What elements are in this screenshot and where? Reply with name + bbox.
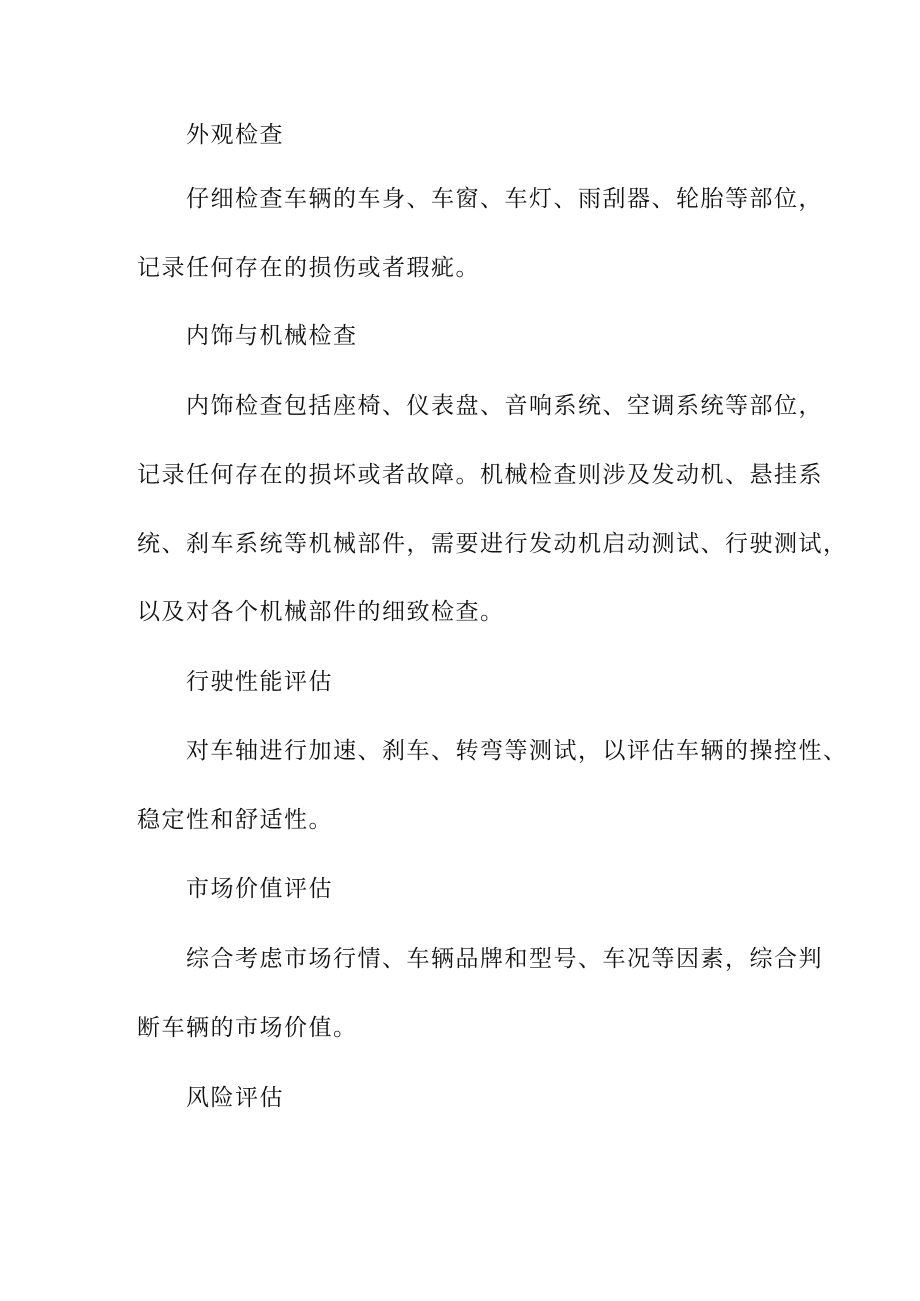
section-heading-market-value: 市场价值评估 — [186, 876, 333, 902]
paragraph-line: 记录任何存在的损伤或者瑕疵。 — [137, 255, 480, 281]
paragraph-line: 综合考虑市场行情、车辆品牌和型号、车况等因素，综合判 — [186, 946, 823, 972]
paragraph-line: 对车轴进行加速、刹车、转弯等测试，以评估车辆的操控性、 — [186, 738, 848, 764]
section-heading-interior-mechanical-inspection: 内饰与机械检查 — [186, 323, 358, 349]
section-heading-driving-performance: 行驶性能评估 — [186, 669, 333, 695]
section-heading-risk-assessment: 风险评估 — [186, 1085, 284, 1111]
section-heading-exterior-inspection: 外观检查 — [186, 122, 284, 148]
paragraph-line: 仔细检查车辆的车身、车窗、车灯、雨刮器、轮胎等部位， — [186, 186, 823, 212]
paragraph-line: 内饰检查包括座椅、仪表盘、音响系统、空调系统等部位， — [186, 393, 823, 419]
paragraph-line: 稳定性和舒适性。 — [137, 807, 333, 833]
paragraph-line: 统、刹车系统等机械部件，需要进行发动机启动测试、行驶测试， — [137, 531, 848, 557]
paragraph-line: 断车辆的市场价值。 — [137, 1015, 358, 1041]
paragraph-line: 以及对各个机械部件的细致检查。 — [137, 599, 505, 625]
paragraph-line: 记录任何存在的损坏或者故障。机械检查则涉及发动机、悬挂系 — [137, 462, 823, 488]
